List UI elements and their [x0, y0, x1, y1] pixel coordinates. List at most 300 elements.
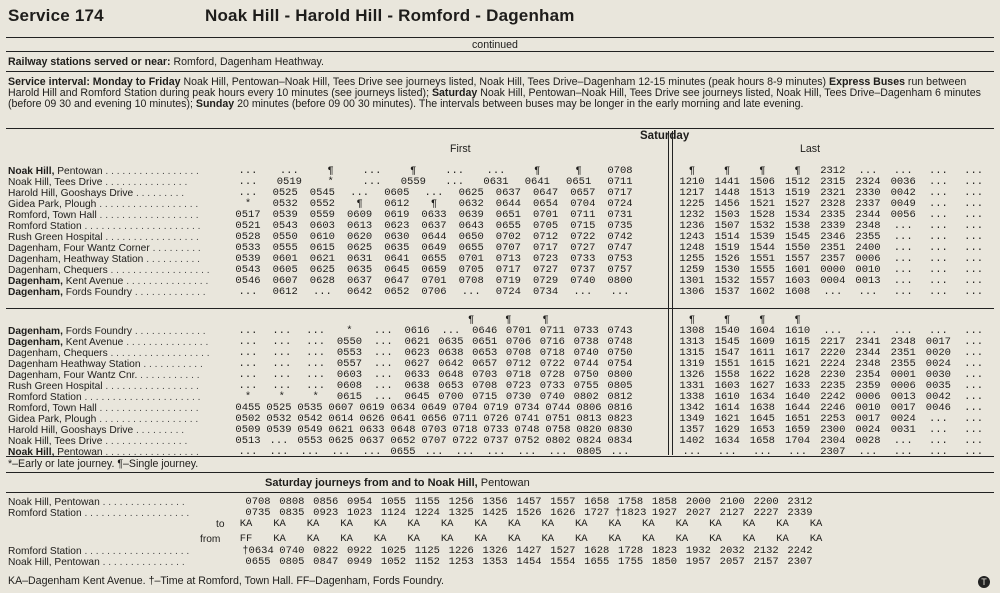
time-cell: 0800 [607, 369, 633, 381]
time-cell: 0820 [576, 424, 602, 436]
time-cell: 0655 [390, 446, 416, 458]
table-row [0, 370, 1000, 381]
leader-dots: . . . . . . . . . . . . . . . . . . [107, 348, 210, 359]
time-cell: ... [238, 347, 258, 359]
stop-name: Dagenham, Four Wantz Cnr. [8, 370, 138, 381]
time-cell: ... [964, 358, 984, 370]
time-cell: 0723 [505, 380, 532, 392]
time-cell: 1152 [414, 556, 440, 568]
time-cell: ... [964, 380, 984, 392]
code-cell: KA [642, 533, 655, 545]
notes-legend: *–Early or late journey. ¶–Single journey. [8, 458, 199, 470]
time-cell: ... [928, 187, 948, 199]
time-cell: ... [928, 264, 948, 276]
notes-abbreviations: KA–Dagenham Kent Avenue. †–Time at Romford, Town Hall. FF–Dagenham, Fords Foundry. [8, 575, 444, 587]
time-cell: 2339 [787, 507, 813, 519]
service-interval [8, 77, 992, 111]
time-cell: 1248 [679, 242, 705, 254]
stop-name: Dagenham Heathway Station [8, 359, 141, 370]
time-cell: ... [373, 325, 393, 337]
time-cell: 0715 [472, 391, 498, 403]
time-cell: 1226 [448, 545, 474, 557]
leader-dots: . . . . . . . . . [133, 188, 185, 199]
time-cell: 0708 [472, 380, 498, 392]
leader-dots: . . . . . . . . . . . . . . . [102, 436, 188, 447]
time-cell: 0550 [272, 231, 298, 243]
stop-name: Noak Hill, [8, 557, 52, 568]
saturday-journeys-table [0, 497, 1000, 572]
time-cell: 0659 [421, 264, 447, 276]
time-cell: 2400 [855, 242, 881, 254]
time-cell: 0013 [890, 391, 916, 403]
leader-dots: . . . . . . . . . . . . . . . [123, 276, 209, 287]
time-cell: 2348 [890, 336, 916, 348]
time-cell: ... [238, 187, 258, 199]
code-cell: KA [574, 518, 588, 530]
time-cell: 0643 [458, 220, 484, 232]
divider [6, 456, 994, 457]
time-cell: 0655 [421, 253, 447, 265]
time-cell: ¶ [356, 198, 363, 210]
time-cell: 0750 [607, 347, 633, 359]
time-cell: 1540 [714, 325, 740, 337]
time-cell: ... [858, 325, 878, 337]
time-cell: 1513 [749, 187, 775, 199]
time-cell: 2348 [855, 220, 881, 232]
code-cell: KA [340, 533, 353, 545]
time-cell: ... [238, 358, 258, 370]
railway-label: Railway stations served or near: [8, 56, 171, 68]
time-cell: 0627 [404, 358, 430, 370]
time-cell: ... [306, 325, 326, 337]
time-cell: 0615 [336, 391, 363, 403]
time-cell: ... [486, 165, 506, 177]
stop-suffix: Pentowan [51, 497, 100, 508]
code-cell: KA [507, 518, 521, 530]
time-cell: ... [928, 413, 948, 425]
time-cell: 1728 [618, 545, 644, 557]
time-cell: 1611 [749, 347, 775, 359]
time-cell: 2300 [820, 424, 846, 436]
time-cell: 0727 [570, 242, 596, 254]
stop-suffix: Pentowan [51, 557, 100, 568]
time-cell: 0024 [855, 424, 881, 436]
time-cell: 1704 [784, 435, 811, 447]
saturday-heading: Saturday [640, 130, 690, 142]
time-cell: 1628 [784, 369, 811, 381]
code-cell: KA [373, 533, 387, 545]
time-cell: ... [858, 446, 878, 458]
time-cell: 0637 [346, 275, 373, 287]
stop-name: Noak Hill, [8, 166, 55, 177]
time-cell: ... [373, 369, 393, 381]
time-cell: ... [893, 325, 913, 337]
time-cell: ... [445, 165, 465, 177]
time-cell: 0708 [607, 165, 633, 177]
time-cell: 1551 [714, 358, 740, 370]
time-cell: 0718 [539, 347, 565, 359]
time-cell: 1514 [714, 231, 740, 243]
stop-name: Dagenham, Four Wantz Corner [8, 243, 150, 254]
time-cell: 1236 [679, 220, 705, 232]
code-cell: KA [306, 533, 320, 545]
time-cell: 0733 [570, 253, 596, 265]
first-heading: First [450, 143, 471, 155]
time-cell: 0645 [404, 391, 430, 403]
time-cell: 0701 [458, 253, 484, 265]
time-cell: 0010 [855, 402, 881, 414]
time-cell: 2355 [890, 358, 916, 370]
time-cell: 0802 [573, 391, 599, 403]
time-cell: 0705 [458, 264, 484, 276]
time-cell: 0608 [336, 380, 363, 392]
leader-dots: . . . . . . . . . . . . . . . . . [102, 232, 199, 243]
time-cell: 0521 [235, 220, 261, 232]
time-cell: 1850 [651, 556, 678, 568]
time-cell: ... [964, 231, 984, 243]
stop-label [8, 177, 187, 188]
time-cell: ... [517, 446, 537, 458]
time-cell: ... [964, 413, 984, 425]
time-cell: ... [269, 435, 289, 447]
time-cell: 1315 [679, 347, 705, 359]
time-cell: ... [964, 209, 984, 221]
timetable-to-dagenham [0, 166, 1000, 306]
table-row [0, 348, 1000, 359]
table-row [0, 326, 1000, 337]
time-cell: 0648 [390, 424, 416, 436]
time-cell: 0623 [384, 220, 410, 232]
time-cell: 0733 [483, 424, 509, 436]
stop-suffix: Pentowan [54, 447, 103, 458]
time-cell: 0747 [607, 242, 633, 254]
time-cell: 2328 [820, 198, 846, 210]
time-cell: 0603 [336, 369, 363, 381]
time-cell: ... [928, 424, 948, 436]
code-cell: KA [239, 518, 253, 530]
time-cell: ... [964, 325, 984, 337]
time-cell: 0740 [570, 275, 596, 287]
time-cell: ... [964, 187, 984, 199]
code-cell: FF [239, 533, 253, 545]
time-cell: 0525 [266, 402, 292, 414]
time-cell: 2220 [820, 347, 846, 359]
time-cell: 1544 [749, 242, 775, 254]
time-cell: 0644 [495, 198, 521, 210]
code-cell: KA [675, 518, 689, 530]
time-cell: 0758 [545, 424, 571, 436]
stop-label [8, 326, 206, 337]
time-cell: 0031 [890, 424, 916, 436]
time-cell: ... [928, 220, 948, 232]
time-cell: 0657 [570, 187, 596, 199]
time-cell: 1615 [749, 358, 775, 370]
time-cell: 1532 [714, 275, 740, 287]
time-cell: 0727 [532, 264, 559, 276]
time-cell: 0620 [346, 231, 373, 243]
time-cell: 2057 [719, 556, 745, 568]
leader-dots: . . . . . . . . . . . . . [132, 287, 206, 298]
time-cell: 0641 [384, 253, 410, 265]
stop-suffix: Fords Foundry [62, 287, 132, 298]
time-cell: 0633 [404, 369, 430, 381]
time-cell: ... [717, 446, 737, 458]
time-cell: 1634 [749, 391, 775, 403]
time-cell: 2337 [855, 198, 881, 210]
time-cell: 1545 [714, 336, 740, 348]
time-cell: 1301 [679, 275, 705, 287]
time-cell: 0743 [607, 325, 633, 337]
time-cell: ¶ [410, 165, 417, 177]
time-cell: 0748 [514, 424, 540, 436]
time-cell: 1610 [714, 391, 740, 403]
time-cell: 0652 [390, 435, 416, 447]
time-cell: ... [964, 402, 984, 414]
time-cell: 1259 [679, 264, 705, 276]
time-cell: 1601 [784, 264, 811, 276]
time-cell: 0607 [272, 275, 298, 287]
stop-label [8, 381, 199, 392]
table-row [0, 359, 1000, 370]
time-cell: 0613 [346, 220, 373, 232]
time-cell: 0042 [890, 187, 916, 199]
time-cell: 1025 [380, 545, 407, 557]
time-cell: ... [306, 358, 326, 370]
time-cell: ... [272, 380, 292, 392]
time-cell: 0706 [421, 286, 447, 298]
stop-label [8, 392, 201, 403]
time-cell: 0559 [400, 176, 426, 188]
time-cell: 1526 [714, 253, 740, 265]
time-cell: 1308 [679, 325, 705, 337]
time-cell: 0735 [607, 220, 633, 232]
stop-name: Romford Station [8, 508, 82, 519]
time-cell: 0519 [276, 176, 302, 188]
code-cell: KA [642, 518, 655, 530]
time-cell: †0634 [242, 545, 274, 557]
stop-label [8, 199, 198, 210]
time-cell: ... [964, 275, 984, 287]
time-cell: ¶ [468, 314, 475, 326]
time-cell: 0733 [573, 325, 599, 337]
stop-name: Harold Hill, Gooshays Drive [8, 425, 134, 436]
time-cell: 0625 [309, 264, 335, 276]
time-cell: ... [238, 446, 258, 458]
time-cell: 1528 [749, 209, 775, 221]
time-cell: ¶ [688, 165, 696, 177]
time-cell: 1503 [714, 209, 740, 221]
time-cell: 0834 [607, 435, 633, 447]
divider [6, 472, 994, 473]
time-cell: 0635 [438, 336, 464, 348]
time-cell: ... [964, 176, 984, 188]
time-cell: * [244, 391, 252, 403]
stop-name: Dagenham, Heathway Station [8, 254, 144, 265]
time-cell: ... [424, 446, 444, 458]
time-cell: 1512 [784, 176, 811, 188]
time-cell: 0545 [309, 187, 335, 199]
time-cell: 2341 [855, 336, 881, 348]
leader-dots: . . . . . . . . . . . . . . . . . [102, 166, 199, 177]
time-cell: ... [306, 369, 326, 381]
time-cell: 2355 [855, 231, 881, 243]
time-cell: 0800 [607, 275, 633, 287]
time-cell: 0805 [576, 446, 602, 458]
time-cell: 2359 [855, 380, 881, 392]
stop-label [8, 243, 201, 254]
time-cell: ... [893, 286, 913, 298]
time-cell: ... [928, 198, 948, 210]
railway-text: Romford, Dagenham Heathway. [170, 56, 325, 68]
time-cell: 1457 [516, 496, 542, 508]
time-cell: 0509 [235, 424, 261, 436]
stop-label [8, 359, 203, 370]
time-cell: ... [964, 165, 984, 177]
time-cell: 0740 [539, 391, 565, 403]
time-cell: 0706 [505, 336, 532, 348]
time-cell: 0539 [235, 253, 261, 265]
time-cell: * [312, 391, 319, 403]
time-cell: ... [893, 264, 913, 276]
time-cell: 0010 [855, 264, 881, 276]
time-cell: 1441 [714, 176, 740, 188]
time-cell: 0559 [309, 209, 335, 221]
time-cell: 0543 [272, 220, 298, 232]
time-cell: 0610 [309, 231, 335, 243]
time-cell: 0525 [272, 187, 298, 199]
code-cell: KA [776, 518, 789, 530]
time-cell: 1425 [482, 507, 508, 519]
stop-name: Noak Hill, Tees Drive [8, 177, 103, 188]
time-cell: 0637 [421, 220, 447, 232]
time-cell: ... [610, 286, 630, 298]
time-cell: 1224 [414, 507, 440, 519]
time-cell: ... [893, 435, 913, 447]
stop-label [8, 497, 185, 508]
time-cell: 1532 [749, 220, 775, 232]
time-cell: 1621 [784, 358, 811, 370]
time-cell: ... [964, 347, 984, 359]
time-cell: 0549 [297, 424, 323, 436]
time-cell: 0049 [890, 198, 916, 210]
time-cell: 0753 [607, 253, 633, 265]
divider [6, 71, 994, 72]
time-cell: 0644 [421, 231, 447, 243]
leader-dots: . . . . . . . . . . . . . . . . . . . . . [81, 221, 201, 232]
time-cell: 0028 [855, 435, 881, 447]
time-cell: 0822 [313, 545, 339, 557]
interval-sunday: Sunday [192, 98, 235, 111]
time-cell: ... [373, 336, 393, 348]
time-cell: 0717 [532, 242, 559, 254]
time-cell: 0024 [890, 413, 916, 425]
time-cell: 0733 [539, 380, 565, 392]
time-cell: 0650 [458, 231, 484, 243]
time-cell: 0013 [855, 275, 881, 287]
time-cell: 0719 [495, 275, 521, 287]
time-cell: 1256 [448, 496, 474, 508]
time-cell: 0808 [279, 496, 305, 508]
time-cell: ¶ [759, 165, 766, 177]
time-cell: 0705 [532, 220, 559, 232]
time-cell: 1550 [784, 242, 811, 254]
time-cell: 0813 [576, 413, 602, 425]
time-cell: 0707 [421, 435, 447, 447]
code-cell: KA [407, 533, 420, 545]
time-cell: 0615 [309, 242, 335, 254]
time-cell: 0621 [404, 336, 430, 348]
time-cell: 0036 [890, 176, 916, 188]
code-cell: KA [809, 518, 823, 530]
stop-label [8, 221, 201, 232]
stop-label [8, 166, 199, 177]
time-cell: ... [300, 446, 320, 458]
time-cell: 0718 [452, 424, 478, 436]
time-cell: 0701 [532, 209, 559, 221]
time-cell: 0712 [505, 358, 532, 370]
leader-dots: . . . . . . . . . . . . . . . . . [102, 381, 199, 392]
time-cell: ... [964, 446, 984, 458]
interval-mf: Monday to Friday [89, 76, 181, 88]
time-cell: 0724 [607, 198, 633, 210]
time-cell: 0000 [820, 264, 846, 276]
code-cell: KA [574, 533, 588, 545]
stop-name: Dagenham, [8, 326, 63, 337]
time-cell: 0004 [820, 275, 846, 287]
leader-dots: . . . . . . . . . [133, 425, 185, 436]
time-cell: 0455 [235, 402, 261, 414]
time-cell: 0605 [384, 187, 410, 199]
time-cell: 2344 [855, 209, 881, 221]
time-cell: 1125 [414, 545, 440, 557]
time-cell: 0830 [607, 424, 633, 436]
time-cell: 0634 [390, 402, 416, 414]
time-cell: 0729 [532, 275, 559, 287]
time-cell: 0535 [297, 402, 323, 414]
interval-saturday: Saturday [429, 87, 478, 100]
time-cell: 0856 [313, 496, 339, 508]
time-cell: 1557 [749, 275, 775, 287]
time-cell: 1627 [749, 380, 775, 392]
time-cell: 0619 [384, 209, 410, 221]
time-cell: 2242 [820, 391, 846, 403]
time-cell: 1255 [679, 253, 705, 265]
time-cell: 0641 [390, 413, 416, 425]
time-cell: 0633 [421, 209, 447, 221]
time-cell: 0723 [532, 253, 559, 265]
time-cell: 0712 [532, 231, 559, 243]
time-cell: 0623 [404, 347, 430, 359]
time-cell: 0017 [890, 402, 916, 414]
time-cell: ... [893, 446, 913, 458]
leader-dots: . . . . . . . . . . . . . . . . . . [96, 210, 199, 221]
time-cell: 0638 [404, 380, 430, 392]
time-cell: 0722 [539, 358, 565, 370]
time-cell: ... [928, 325, 948, 337]
time-cell: 1638 [749, 402, 775, 414]
time-cell: 0711 [570, 209, 596, 221]
code-cell: KA [709, 518, 722, 530]
time-cell: ... [964, 286, 984, 298]
stop-name: Romford Station [8, 221, 82, 232]
time-cell: 1626 [550, 507, 576, 519]
interval-text-3: Noak Hill, Pentowan–Noak Hill, Tees Drive see journeys listed, Noak Hill, Tees Drive–Dagenham 6 minutes (before 09 30 and evening 10 minutes); [8, 87, 981, 111]
time-cell: 0612 [272, 286, 298, 298]
time-cell: 0539 [272, 209, 298, 221]
time-cell: 0552 [309, 198, 335, 210]
time-cell: 0805 [607, 380, 633, 392]
time-cell: 0612 [384, 198, 410, 210]
